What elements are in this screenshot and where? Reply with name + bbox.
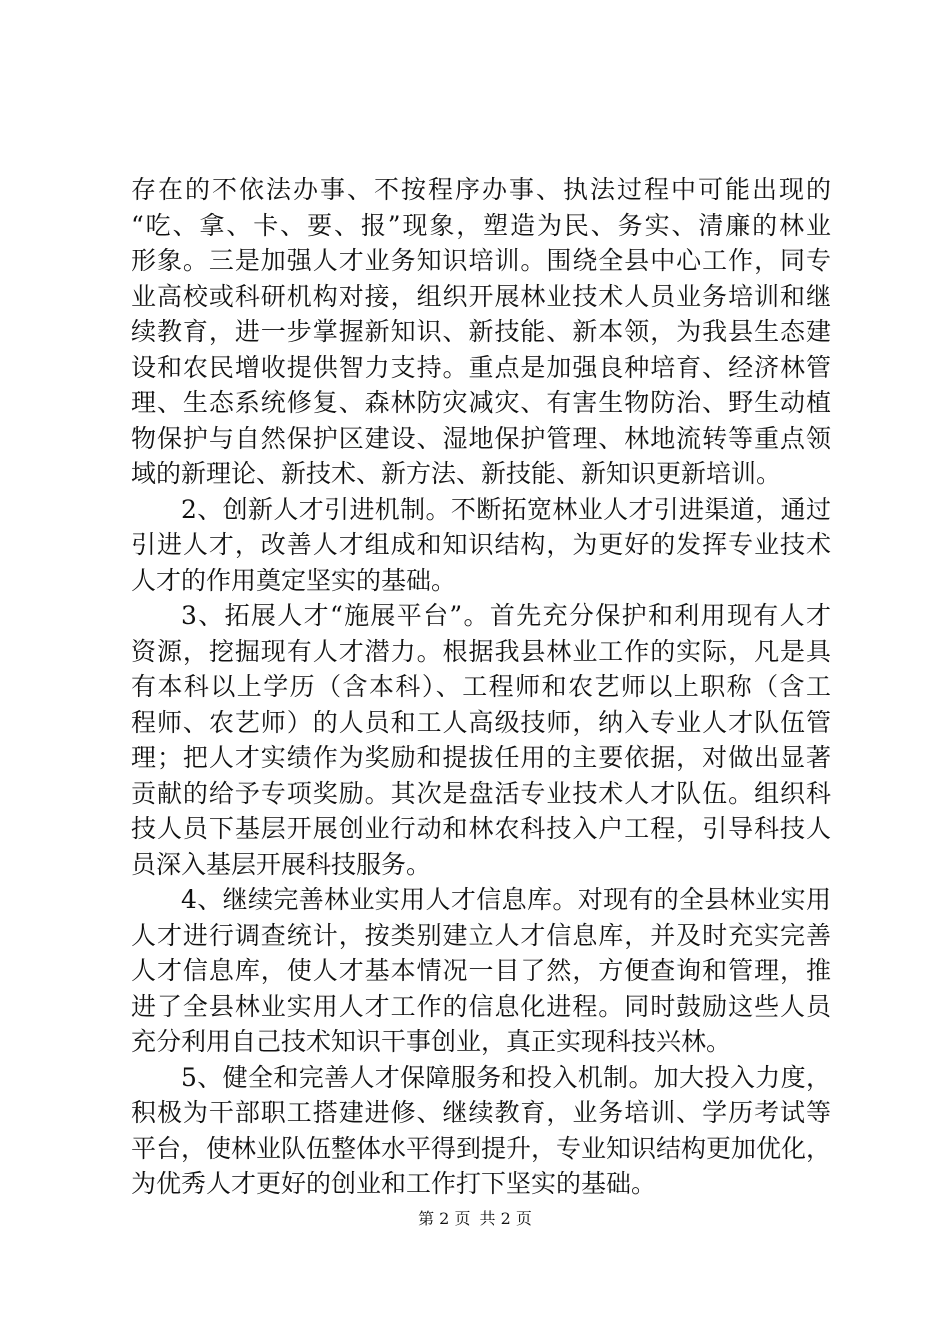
text-line: 进了全县林业实用人才工作的信息化进程。同时鼓励这些人员 — [131, 991, 831, 1021]
text-line: 理、生态系统修复、森林防灾减灾、有害生物防治、野生动植 — [131, 388, 831, 417]
text-line: 域的新理论、新技术、新方法、新技能、新知识更新培训。 — [131, 459, 782, 488]
text-line: 技人员下基层开展创业行动和林农科技入户工程，引导科技人 — [131, 814, 831, 843]
text-line: 贡献的给予专项奖励。其次是盘活专业技术人才队伍。组织科 — [131, 778, 831, 808]
text-line: 存在的不依法办事、不按程序办事、执法过程中可能出现的 — [131, 175, 831, 204]
text-line: 业高校或科研机构对接，组织开展林业技术人员业务培训和继 — [131, 281, 831, 311]
text-line: 有本科以上学历（含本科）、工程师和农艺师以上职称（含工 — [131, 672, 831, 701]
text-line: 续教育，进一步掌握新知识、新技能、新本领，为我县生态建 — [131, 317, 831, 346]
text-line: 引进人才，改善人才组成和知识结构，为更好的发挥专业技术 — [131, 530, 831, 559]
text-line: 员深入基层开展科技服务。 — [131, 849, 432, 879]
text-line: 人才进行调查统计，按类别建立人才信息库，并及时充实完善 — [131, 920, 831, 950]
text-line: 人才信息库，使人才基本情况一目了然，方便查询和管理，推 — [131, 956, 831, 985]
text-line: 资源，挖掘现有人才潜力。根据我县林业工作的实际，凡是具 — [131, 636, 831, 666]
text-line: 理；把人才实绩作为奖励和提拔任用的主要依据，对做出显著 — [131, 743, 831, 772]
page-number-current: 第 2 页 — [418, 1209, 471, 1228]
text-line: 2、创新人才引进机制。不断拓宽林业人才引进渠道，通过 — [181, 494, 831, 524]
text-line: 3、拓展人才“施展平台”。首先充分保护和利用现有人才 — [181, 601, 831, 630]
text-line: 物保护与自然保护区建设、湿地保护管理、林地流转等重点领 — [131, 423, 831, 453]
document-body — [131, 172, 831, 1202]
text-line: 5、健全和完善人才保障服务和投入机制。加大投入力度， — [181, 1062, 831, 1092]
text-line: “吃、拿、卡、要、报”现象，塑造为民、务实、清廉的林业 — [131, 210, 831, 240]
page-number-total: 共 2 页 — [479, 1209, 532, 1228]
text-line: 平台，使林业队伍整体水平得到提升，专业知识结构更加优化， — [131, 1133, 832, 1163]
page-footer — [0, 1209, 950, 1229]
text-line: 为优秀人才更好的创业和工作打下坚实的基础。 — [131, 1169, 657, 1198]
text-line: 4、继续完善林业实用人才信息库。对现有的全县林业实用 — [181, 885, 831, 914]
text-line: 人才的作用奠定坚实的基础。 — [131, 565, 457, 595]
text-line: 形象。三是加强人才业务知识培训。围绕全县中心工作，同专 — [131, 246, 831, 275]
text-line: 积极为干部职工搭建进修、继续教育，业务培训、学历考试等 — [131, 1098, 831, 1127]
text-line: 设和农民增收提供智力支持。重点是加强良种培育、经济林管 — [131, 352, 831, 382]
text-line: 充分利用自己技术知识干事创业，真正实现科技兴林。 — [131, 1027, 732, 1056]
text-line: 程师、农艺师）的人员和工人高级技师，纳入专业人才队伍管 — [131, 707, 831, 737]
